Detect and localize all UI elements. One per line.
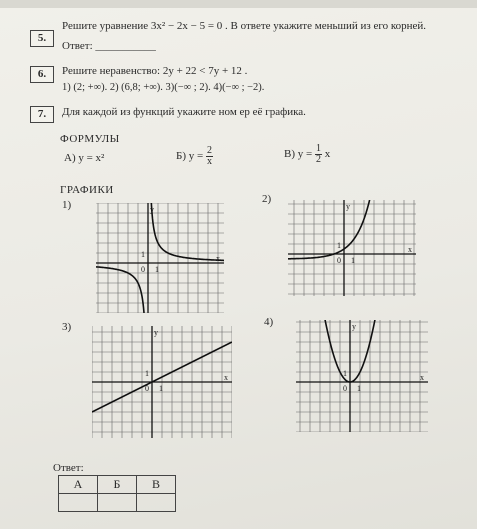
grid — [288, 200, 416, 296]
grid — [96, 203, 224, 313]
graph-1 — [96, 203, 224, 313]
task-5-number: 5. — [30, 30, 54, 47]
y-axis-label: y — [352, 322, 356, 331]
task-7-number: 7. — [30, 106, 54, 123]
page-top-edge — [0, 0, 477, 8]
answer-cell-a[interactable] — [59, 494, 98, 512]
y-axis-label: y — [154, 328, 158, 337]
x-axis-label: x — [224, 373, 228, 382]
x-tick-one: 1 — [351, 256, 355, 265]
answer-col-c: В — [137, 476, 176, 494]
grid — [296, 320, 428, 432]
answer-col-b: Б — [98, 476, 137, 494]
formula-c-fraction — [315, 144, 322, 165]
function-curve — [150, 203, 224, 260]
function-curve — [288, 200, 377, 259]
formula-c-numerator: 1 — [315, 143, 321, 154]
task-6-number: 6. — [30, 66, 54, 83]
formulas-header: ФОРМУЛЫ — [60, 133, 120, 145]
y-tick-one: 1 — [145, 369, 149, 378]
graph-1-label: 1) — [62, 199, 72, 211]
origin-label: 0 — [145, 384, 149, 393]
task-7-text: Для каждой из функций укажите ном ер её графика. — [62, 106, 306, 118]
answer-header-row — [59, 476, 176, 494]
x-tick-one: 1 — [155, 265, 159, 274]
answer-label: Ответ: — [53, 462, 84, 474]
formula-a: А) y = x² — [64, 152, 105, 164]
formula-c — [284, 144, 330, 165]
x-axis-label: x — [408, 245, 412, 254]
graph-3-label: 3) — [62, 321, 72, 333]
graph-3 — [92, 326, 232, 438]
answer-input-row — [59, 494, 176, 512]
x-axis-label: x — [420, 373, 424, 382]
y-tick-one: 1 — [141, 250, 145, 259]
task-6-options: 1) (2; +∞). 2) (6,8; +∞). 3)(−∞ ; 2). 4)(−∞ ; −2). — [62, 82, 265, 93]
formula-b-fraction — [206, 146, 213, 167]
formula-c-prefix: В) y = — [284, 148, 313, 161]
task-5-text: Решите уравнение 3x² − 2x − 5 = 0 . В ответе укажите меньший из его корней. — [62, 20, 427, 32]
origin-label: 0 — [141, 265, 145, 274]
origin-label: 0 — [343, 384, 347, 393]
graphs-header: ГРАФИКИ — [60, 184, 114, 196]
graph-2 — [288, 200, 416, 296]
y-axis-label: y — [346, 202, 350, 211]
task-5-answer-label: Ответ: ___________ — [62, 40, 156, 52]
formula-b-denominator: x — [206, 156, 212, 167]
formula-c-suffix: x — [324, 148, 331, 161]
y-axis-label: y — [150, 205, 154, 214]
formula-c-denominator: 2 — [315, 154, 321, 165]
answer-col-a: А — [59, 476, 98, 494]
formula-b-prefix: Б) y = — [176, 150, 204, 163]
graph-4-label: 4) — [264, 316, 274, 328]
graph-4 — [296, 320, 428, 432]
y-tick-one: 1 — [337, 241, 341, 250]
task-6-text: Решите неравенство: 2y + 22 < 7y + 12 . — [62, 65, 248, 77]
y-tick-one: 1 — [343, 369, 347, 378]
x-tick-one: 1 — [357, 384, 361, 393]
answer-cell-b[interactable] — [98, 494, 137, 512]
graph-2-label: 2) — [262, 193, 272, 205]
answer-cell-c[interactable] — [137, 494, 176, 512]
formula-b-numerator: 2 — [206, 145, 212, 156]
x-tick-one: 1 — [159, 384, 163, 393]
formula-b — [176, 146, 213, 167]
x-axis-label: x — [216, 254, 220, 263]
answer-table — [58, 475, 176, 512]
origin-label: 0 — [337, 256, 341, 265]
